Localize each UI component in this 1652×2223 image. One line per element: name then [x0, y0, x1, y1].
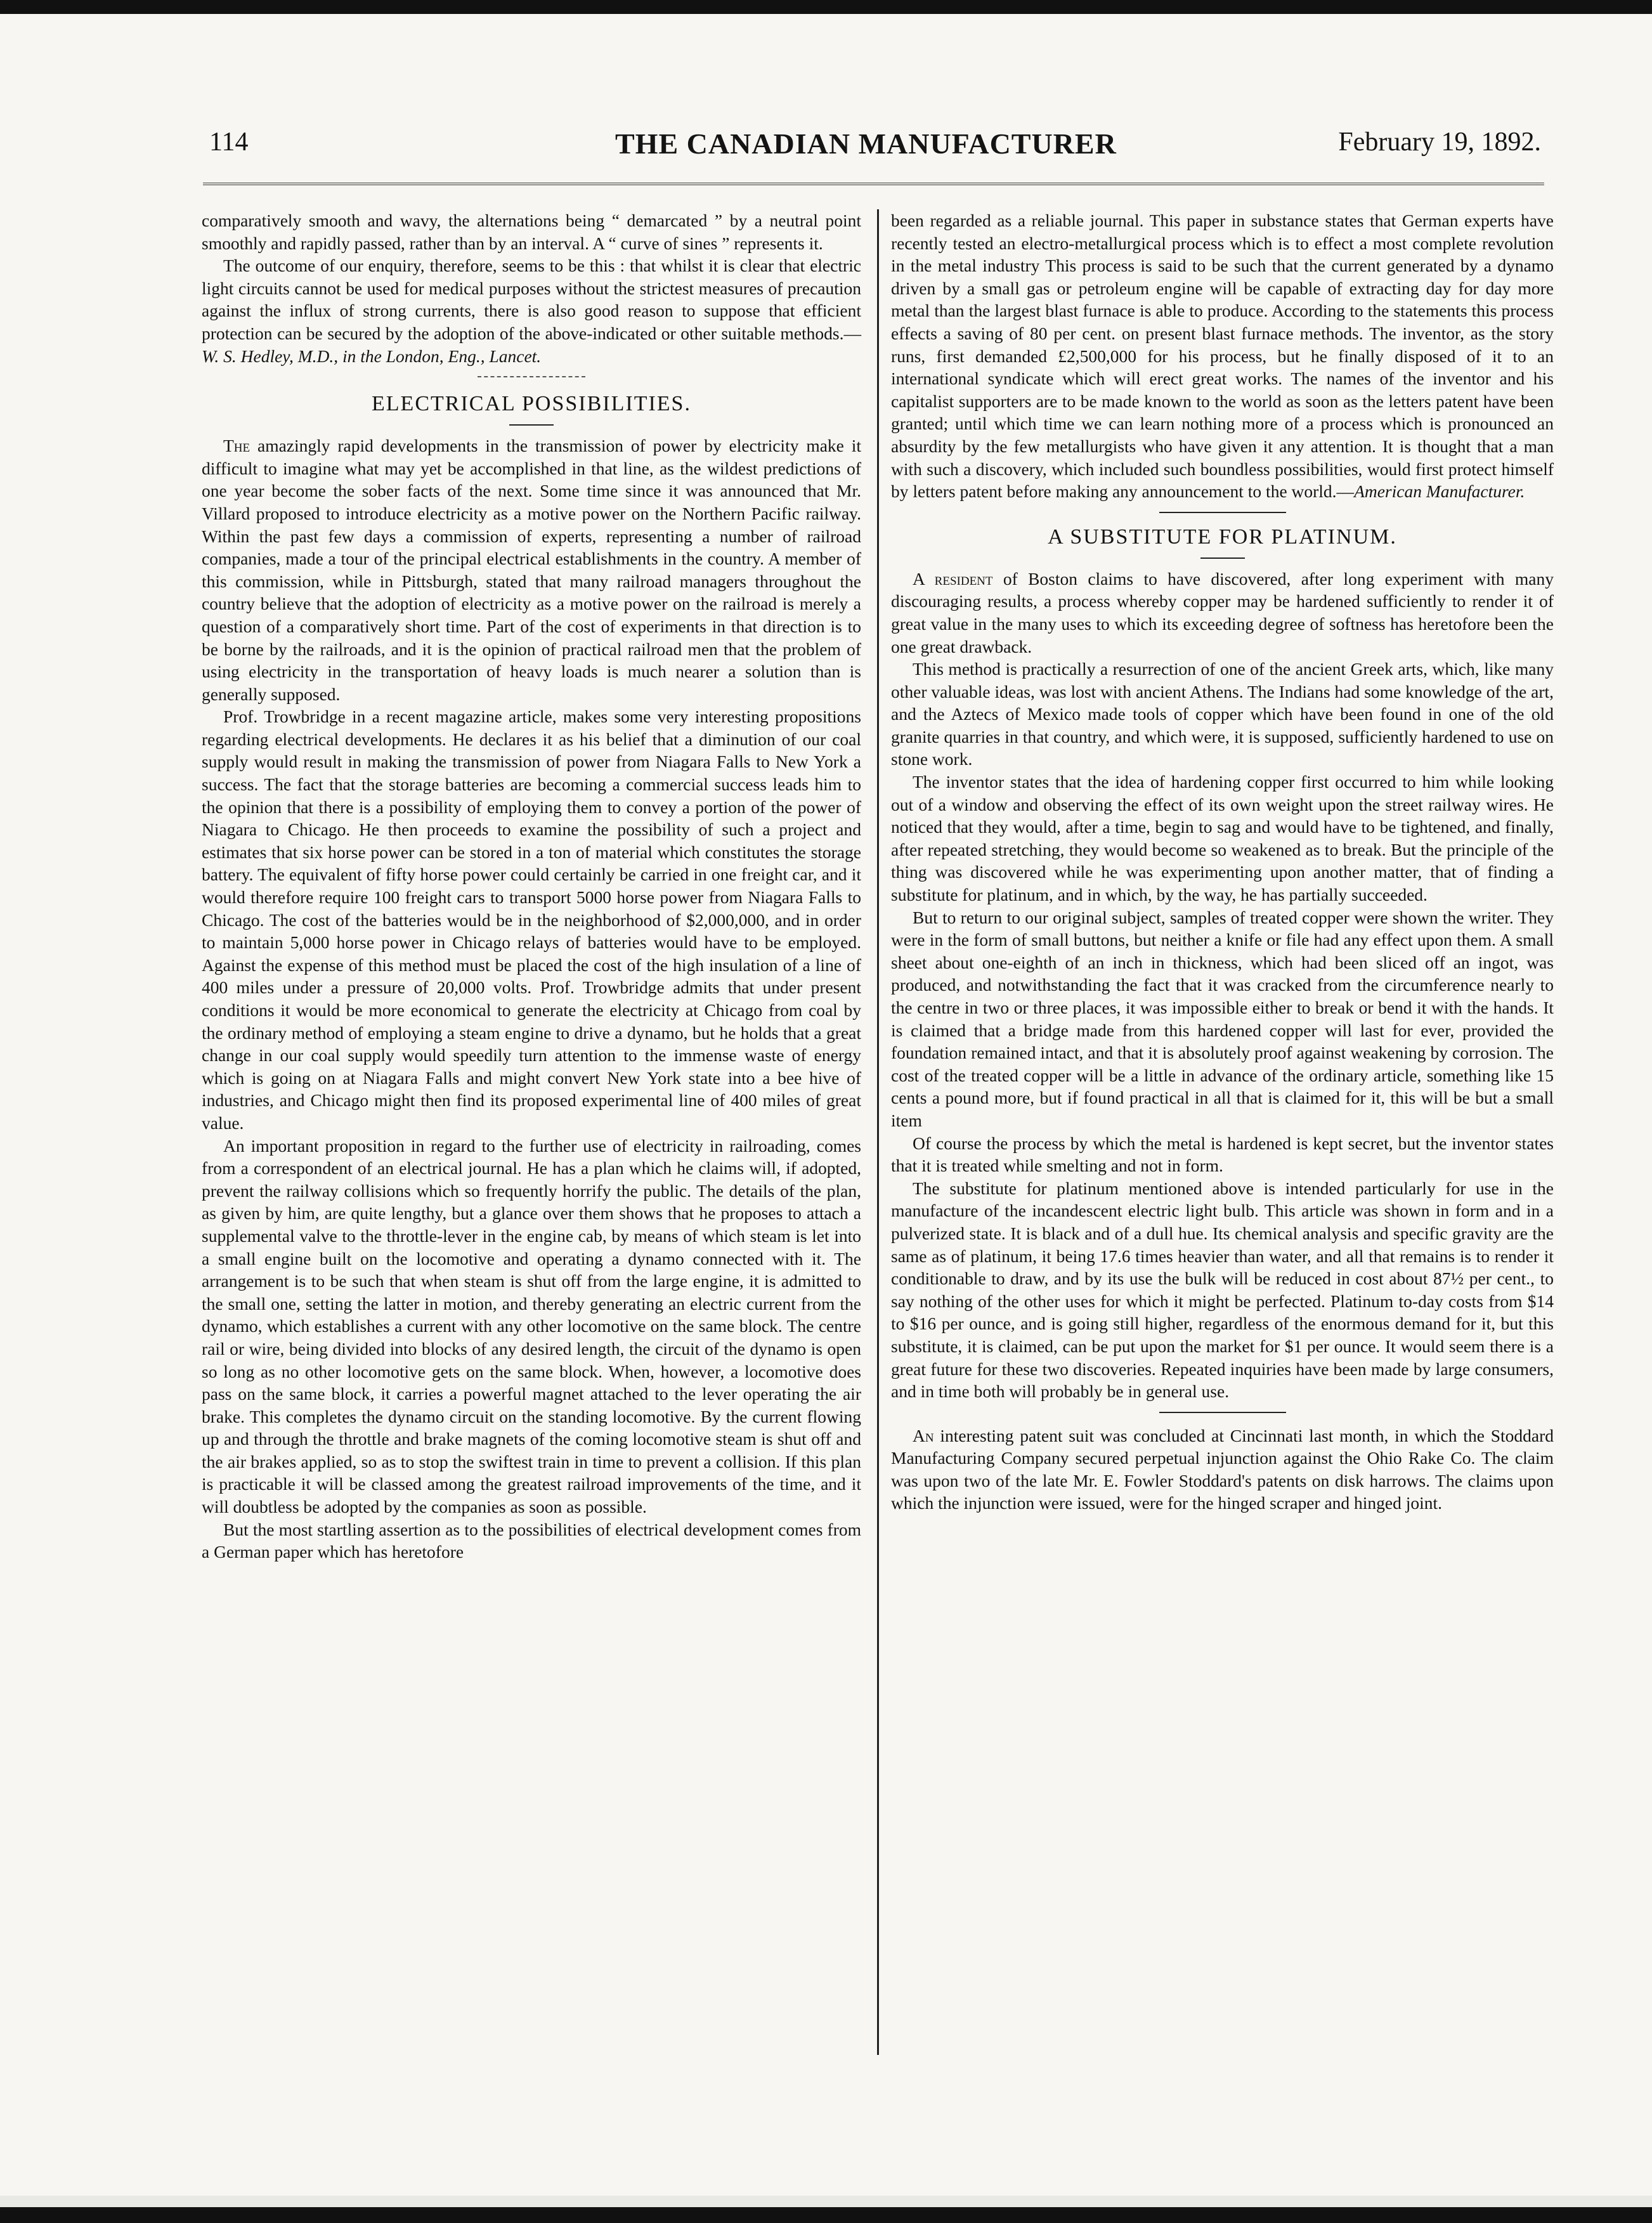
left-column [202, 209, 861, 1563]
title-rule [1200, 557, 1245, 559]
article-credit: W. S. Hedley, M.D., in the London, Eng., Lancet. [202, 346, 542, 366]
scan-border-bottom [0, 2196, 1652, 2223]
article-paragraph: But the most startling assertion as to the possibilities of electrical development comes from a German paper which has heretofore [202, 1519, 861, 1562]
paragraph-lead: An [913, 1425, 934, 1445]
paragraph-lead: A resident [913, 568, 993, 589]
section-divider [478, 376, 585, 377]
page-header [209, 127, 1541, 171]
paragraph-text: amazingly rapid developments in the transmission of power by electricity make it difficult to imagine what may yet be accomplished in that line, as the wildest predictions of one year become the sober facts of the next. Some time since it was announced that Mr. Villard proposed to introduce electricity as a motive power on the Northern Pacific railway. Within the past few days a commission of experts, representing a number of railroad companies, made a tour of the principal electrical establishments in the country. A member of this commission, while in Pittsburgh, stated that many railroad managers throughout the country believe that the adoption of electricity as a motive power on the railroad is merely a question of a comparatively short time. Part of the cost of experiments in that direction is to be borne by the railroads, and it is the opinion of practical railroad men that the problem of using electricity in the transportation of heavy loads is much nearer a solution than is generally supposed. [202, 436, 861, 704]
paragraph-text: of Boston claims to have discovered, after long experiment with many discouraging results, a process whereby copper may be hardened sufficiently to render it of great value in the many uses to which its exceeding degree of softness has heretofore been the one great drawback. [891, 568, 1554, 656]
article-paragraph: Prof. Trowbridge in a recent magazine article, makes some very interesting propositions regarding electrical developments. He declares it as his belief that a diminution of our coal supply would result in making the transmission of power from Niagara Falls to New York a success. The fact that the storage batteries are becoming a commercial success leads him to the opinion that there is a possibility of employing them to convey a portion of the power of Niagara to Chicago. He then proceeds to examine the possibility of such a project and estimates that six horse power can be stored in a ton of material which constitutes the storage battery. The equivalent of fifty horse power could certainly be carried in one freight car, and it would therefore require 100 freight cars to transport 5000 horse power from Niagara Falls to Chicago. The cost of the batteries would be in the neighborhood of $2,000,000, and in order to maintain 5,000 horse power in Chicago relays of batteries would have to be employed. Against the expense of this method must be placed the cost of the high insulation of a line of 400 miles under a pressure of 20,000 volts. Prof. Trowbridge admits that under present conditions it would be more economical to generate the electricity at Chicago from coal by the ordinary method of employing a steam engine to drive a dynamo, but he holds that a great change in our coal supply would speedily turn attention to the immense waste of energy which is going on at Niagara Falls and might convert New York state into a bee hive of industries, and Chicago might then find its proposed experimental line of 400 miles of great value. [202, 707, 861, 1133]
article-paragraph: But to return to our original subject, samples of treated copper were shown the writer. They were in the form of small buttons, but neither a knife or file had any effect upon them. A small sheet about one-eighth of an inch in thickness, which had been sliced off an ingot, was produced, and notwithstanding the fact that it was cracked from the circumference nearly to the centre in two or three places, it was impossible either to break or bend it with the hands. It is claimed that a bridge made from this hardened copper will last for ever, provided the foundation remained intact, and that it is absolutely proof against weakening by corrosion. The cost of the treated copper will be a little in advance of the ordinary article, something like 15 cents a pound more, but if found practical in all that is claimed for it, this will be but a small item [891, 907, 1554, 1130]
carryover-paragraph [891, 209, 1554, 503]
article-paragraph [891, 1424, 1554, 1515]
carryover-paragraph: comparatively smooth and wavy, the alternations being “ demarcated ” by a neutral point smoothly and rapidly passed, rather than by an interval. A “ curve of sines ” represents it. [202, 211, 861, 253]
paragraph-text: interesting patent suit was concluded at Cincinnati last month, in which the Stoddard Manufacturing Company secured perpetual injunction against the Ohio Rake Co. The claim was upon two of the late Mr. E. Fowler Stoddard's patents on disk harrows. The claims upon which the injunction were issued, were for the hinged scraper and hinged joint. [891, 1425, 1554, 1513]
issue-date: February 19, 1892. [1338, 127, 1541, 157]
page-number: 114 [209, 127, 249, 157]
section-divider [1159, 1412, 1286, 1413]
article-title: A SUBSTITUTE FOR PLATINUM. [1048, 525, 1397, 549]
title-rule [509, 424, 554, 426]
section-divider [1159, 512, 1286, 513]
article-paragraph [202, 434, 861, 705]
article-credit: American Manufacturer. [1354, 481, 1525, 502]
column-rule [877, 209, 879, 2055]
article-paragraph: The inventor states that the idea of hardening copper first occurred to him while looking out of a window and observing the effect of its own weight upon the street railway wires. He noticed that they would, after a time, begin to sag and would have to be tightened, and finally, after repeated stretching, they would become so weakened as to break. But the principle of the thing was discovered while he was experimenting upon another matter, that of finding a substitute for platinum, and in which, by the way, he has partially succeeded. [891, 772, 1554, 905]
article-paragraph: The substitute for platinum mentioned above is intended particularly for use in the manufacture of the incandescent electric light bulb. This article was shown in form and in a pulverized state. It is black and of a dull hue. Its chemical analysis and specific gravity are the same as of platinum, it being 17.6 times heavier than water, and all that remains is to render it conditionable to draw, and by its use the bulk will be reduced in cost about 87½ per cent., to say nothing of the other uses for which it might be perfected. Platinum to-day costs from $14 to $16 per ounce, and is going still higher, regardless of the enormous demand for it, but this substitute, it is claimed, can be put upon the market for $1 per ounce. It would seem there is a great future for these two discoveries. Repeated inquiries have been made by large consumers, and in time both will probably be in general use. [891, 1178, 1554, 1402]
article-paragraph: An important proposition in regard to the further use of electricity in railroading, comes from a correspondent of an electrical journal. He has a plan which he claims will, if adopted, prevent the railway collisions which so frequently horrify the public. The details of the plan, as given by him, are quite lengthy, but a glance over them shows that he proposes to attach a supplemental valve to the throttle-lever in the engine cab, by means of which steam is let into a small engine built on the locomotive and operating a dynamo connected with it. The arrangement is to be such that when steam is shut off from the large engine, it is admitted to the small one, setting the latter in motion, and thereby generating an electric current from the dynamo, which establishes a current with any other locomotive on the same block. The centre rail or wire, being divided into blocks of any desired length, the circuit of the dynamo is open so long as no other locomotive gets on the same block. When, however, a locomotive does pass on the same block, it carries a powerful magnet attached to the lever operating the air brake. This completes the dynamo circuit on the standing locomotive. By the current flowing up and through the throttle and brake magnets of the coming locomotive steam is shut off and the air brakes applied, so as to stop the swiftest train in time to prevent a collision. If this plan is practicable it will be classed among the greatest railroad improvements of the time, and it will doubtless be adopted by the companies as soon as possible. [202, 1135, 861, 1517]
carryover-text: been regarded as a reliable journal. This paper in substance states that German experts have recently tested an electro-metallurgical process which is to effect a most complete revolution in the metal industry This process is said to be such that the current generated by a dynamo driven by a small gas or petroleum engine will be capable of extracting day for day more metal than the largest blast furnace is able to produce. According to the statements this process effects a saving of 80 per cent. on present blast furnace methods. The inventor, as the story runs, first demanded £2,500,000 for his process, but he finally disposed of it to an international syndicate which will erect great works. The names of the inventor and his capitalist supporters are to be made known to the world as soon as the letters patent have been granted; until which time we can learn nothing more of a process which is pronounced an absurdity by the few metallurgists who have given it any attention. It is thought that a man with such a discovery, which included such boundless possibilities, would first protect himself by letters patent before making any announcement to the world.— [891, 211, 1554, 502]
carryover-paragraph [202, 254, 861, 367]
right-column [891, 209, 1554, 1515]
article-paragraph [891, 568, 1554, 658]
header-rule [203, 183, 1544, 185]
article-paragraph: This method is practically a resurrection of one of the ancient Greek arts, which, like many other valuable ideas, was lost with ancient Athens. The Indians had some knowledge of the art, and the Aztecs of Mexico made tools of copper which have been found in one of the old granite quarries in that country, and which were, it is supposed, sufficiently hardened to use on stone work. [891, 659, 1554, 769]
paragraph-lead: The [223, 436, 250, 456]
scan-border-top [0, 0, 1652, 14]
masthead: THE CANADIAN MANUFACTURER [615, 127, 1117, 160]
carryover-text: The outcome of our enquiry, therefore, seems to be this : that whilst it is clear that electric light circuits cannot be used for medical purposes without the strictest measures of precaution against the influx of strong currents, there is also good reason to suppose that efficient protection can be secured by the adoption of the above-indicated or other suitable methods.— [202, 256, 861, 343]
article-paragraph: Of course the process by which the metal is hardened is kept secret, but the inventor states that it is treated while smelting and not in form. [891, 1133, 1554, 1176]
article-title: ELECTRICAL POSSIBILITIES. [372, 392, 691, 416]
